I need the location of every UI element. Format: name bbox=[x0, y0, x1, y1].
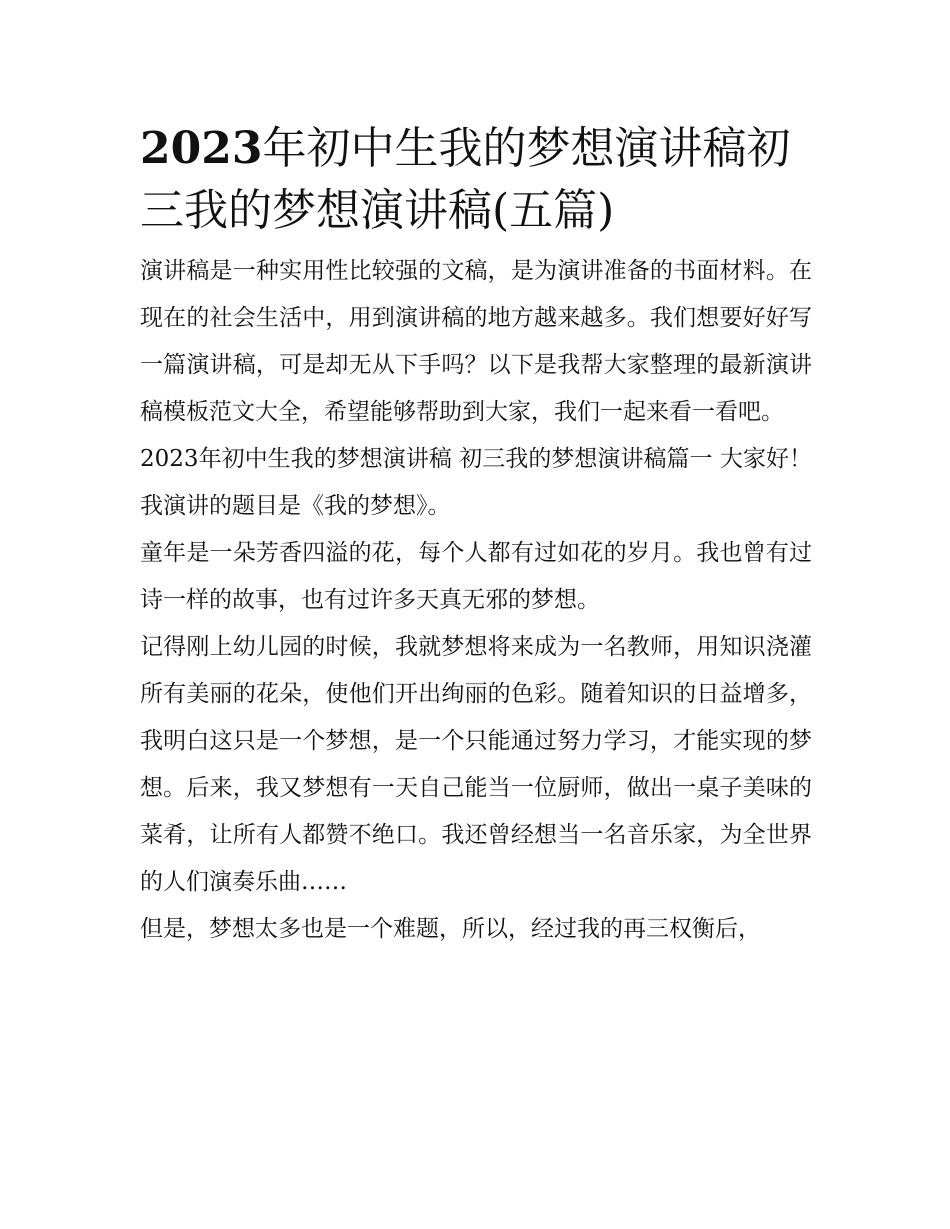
title-year: 2023 bbox=[140, 123, 263, 174]
paragraph-intro: 演讲稿是一种实用性比较强的文稿，是为演讲准备的书面材料。在现在的社会生活中，用到演讲稿的地方越来越多。我们想要好好写一篇演讲稿，可是却无从下手吗？以下是我帮大家整理的最新演讲稿模板范文大全，希望能够帮助到大家，我们一起来看一看吧。 bbox=[140, 258, 812, 425]
page-title bbox=[140, 118, 812, 242]
paragraph-opening: 2023年初中生我的梦想演讲稿 初三我的梦想演讲稿篇一 大家好！ 我演讲的题目是《我的梦想》。 bbox=[140, 446, 812, 519]
document-body bbox=[140, 118, 812, 953]
paragraph-decision: 但是，梦想太多也是一个难题，所以，经过我的再三权衡后， bbox=[140, 916, 761, 942]
paragraph-dreams: 记得刚上幼儿园的时候，我就梦想将来成为一名教师，用知识浇灌所有美丽的花朵，使他们开出绚丽的色彩。随着知识的日益增多，我明白这只是一个梦想，是一个只能通过努力学习，才能实现的梦想。后来，我又梦想有一天自己能当一位厨师，做出一桌子美味的菜肴，让所有人都赞不绝口。我还曾经想当一名音乐家，为全世界的人们演奏乐曲…… bbox=[140, 634, 812, 895]
title-text: 年初中生我的梦想演讲稿初三我的梦想演讲稿(五篇) bbox=[140, 123, 791, 236]
paragraph-childhood: 童年是一朵芳香四溢的花，每个人都有过如花的岁月。我也曾有过诗一样的故事，也有过许多天真无邪的梦想。 bbox=[140, 540, 812, 613]
